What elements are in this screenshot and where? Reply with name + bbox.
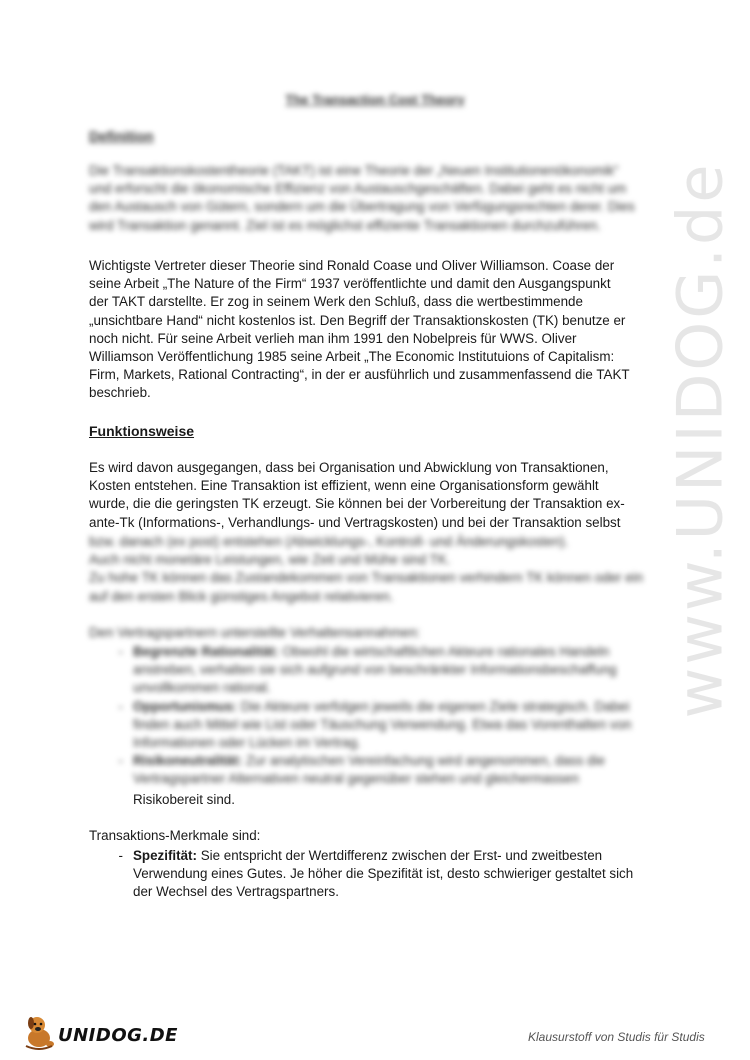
bullet-text xyxy=(133,847,659,902)
text-line: „unsichtbare Hand“ nicht kostenlos ist. Den Begriff der Transaktionskosten (TK) benutze er xyxy=(89,312,626,328)
text-line: seine Arbeit „The Nature of the Firm“ 1937 veröffentlichte und damit den Ausgangspunkt xyxy=(89,276,611,292)
text-line: auf den ersten Blick günstiges Angebot relativieren. xyxy=(89,588,394,604)
text-line: wurde, die die geringsten TK erzeugt. Sie können bei der Vorbereitung der Transaktion ex- xyxy=(89,496,625,512)
list-item xyxy=(89,847,659,902)
list-item-continuation xyxy=(89,791,659,809)
text-line: Wichtigste Vertreter dieser Theorie sind Ronald Coase und Oliver Williamson. Coase der xyxy=(89,258,615,273)
bullet-indent xyxy=(89,791,133,809)
text-line: und erforscht die ökonomische Effizienz von Austauschgeschäften. Dabei geht es nicht um xyxy=(89,181,627,197)
blurred-bullet-list xyxy=(89,643,659,789)
text-line: ante-Tk (Informations-, Verhandlungs- und Vertragskosten) und bei der Transaktion selbst xyxy=(89,514,621,530)
bullet-term: Spezifität: xyxy=(133,848,197,863)
bullet-text xyxy=(133,752,659,788)
text-line: finden auch Mittel wie List oder Täuschung Verwendung. Etwa das Vorenthalten von xyxy=(133,716,632,732)
text-line: Sie entspricht der Wertdifferenz zwischen der Erst- und zweitbesten xyxy=(196,848,603,863)
bullet-term: Risikoneutralität: xyxy=(133,753,243,769)
bullet-dash: - xyxy=(118,644,123,659)
unidog-logo xyxy=(22,1010,178,1050)
list-item xyxy=(89,643,659,698)
list-item xyxy=(89,752,659,788)
text-line: Zu hohe TK können das Zustandekommen von Transaktionen verhindern TK können oder ein xyxy=(89,570,644,586)
bullet-dash: - xyxy=(118,698,123,714)
bullet-text xyxy=(133,698,659,753)
text-line: Informationen oder Lücken im Vertrag. xyxy=(133,735,361,751)
paragraph-funktionsweise xyxy=(89,459,649,532)
text-line: Williamson Veröffentlichung 1985 seine Arbeit „The Economic Institutuions of Capitalism: xyxy=(89,349,615,365)
paragraph-vertreter xyxy=(89,257,649,403)
text-line: unvollkommen rational. xyxy=(133,680,271,696)
text-line: Zur analytischen Vereinfachung wird angenommen, dass die xyxy=(246,753,605,769)
blurred-paragraph-funktionsweise xyxy=(89,533,649,606)
text-line: Die Akteure verfolgen jeweils die eigenen Ziele strategisch. Dabei xyxy=(240,698,630,714)
watermark: www.UNIDOG.de xyxy=(663,161,737,719)
bullet-term: Opportunismus: xyxy=(133,698,238,714)
bullet-tail xyxy=(89,791,659,809)
blurred-paragraph-definition xyxy=(89,162,649,235)
text-line: Verwendung eines Gutes. Je höher die Spezifität ist, desto schwieriger gestaltet sich xyxy=(133,866,634,882)
list-item xyxy=(89,698,659,753)
text-line: beschrieb. xyxy=(89,385,151,401)
text-line: noch nicht. Für seine Arbeit verlieh man ihm 1991 den Nobelpreis für WWS. Oliver xyxy=(89,330,577,346)
merkmale-list xyxy=(89,847,659,902)
text-line: anstreben, verhalten sie sich aufgrund von beschränkter Informationsbeschaffung xyxy=(133,662,617,678)
text-line: Die Transaktionskostentheorie (TAKT) ist eine Theorie der „Neuen Institutionenökonomik“ xyxy=(89,163,619,178)
section-heading-definition: Definition xyxy=(89,128,154,144)
footer-tagline: Klausurstoff von Studis für Studis xyxy=(528,1030,705,1044)
bullet-text xyxy=(133,643,659,698)
bullet-dash: - xyxy=(118,848,123,863)
text-line: Auch nicht monetäre Leistungen, wie Zeit und Mühe sind TK. xyxy=(89,552,451,568)
bullet-tail-text: Risikobereit sind. xyxy=(133,792,235,807)
dog-icon xyxy=(22,1012,56,1050)
text-line: Kosten entstehen. Eine Transaktion ist effizient, wenn eine Organisationsform gewählt xyxy=(89,478,599,494)
blurred-list-intro: Den Vertragspartnern unterstellte Verhaltensannahmen: xyxy=(89,625,421,640)
text-line: den Austausch von Gütern, sondern um die Übertragung von Verfügungsrechten derer. Dies xyxy=(89,199,635,215)
text-line: Firm, Markets, Rational Contracting“, in der er ausführlich und zusammenfassend die TAKT xyxy=(89,367,630,383)
bullet-dash: - xyxy=(118,753,123,769)
bullet-term: Begrenzte Rationalität: xyxy=(133,644,279,659)
text-line: der Wechsel des Vertragspartners. xyxy=(133,884,339,900)
logo-text: UNIDOG.DE xyxy=(58,1025,178,1046)
text-line: der TAKT darstellte. Er zog in seinem Werk den Schluß, dass die wertbestimmende xyxy=(89,294,583,310)
text-line: Es wird davon ausgegangen, dass bei Organisation und Abwicklung von Transaktionen, xyxy=(89,460,609,475)
text-line: Obwohl die wirtschaftlichen Akteure rationales Handeln xyxy=(282,644,610,659)
text-line: bzw. danach (ex post) entstehen (Abwicklungs-, Kontroll- und Änderungskosten). xyxy=(89,534,569,549)
text-line: Vertragspartner Alternativen neutral gegenüber stehen und gleichermassen xyxy=(133,771,579,787)
text-line: wird Transaktion genannt. Ziel ist es möglichst effiziente Transaktionen durchzuführen. xyxy=(89,217,601,233)
document-title: The Transaction Cost Theory xyxy=(285,92,465,107)
section-heading-funktionsweise: Funktionsweise xyxy=(89,423,195,439)
merkmale-intro: Transaktions-Merkmale sind: xyxy=(89,828,261,843)
